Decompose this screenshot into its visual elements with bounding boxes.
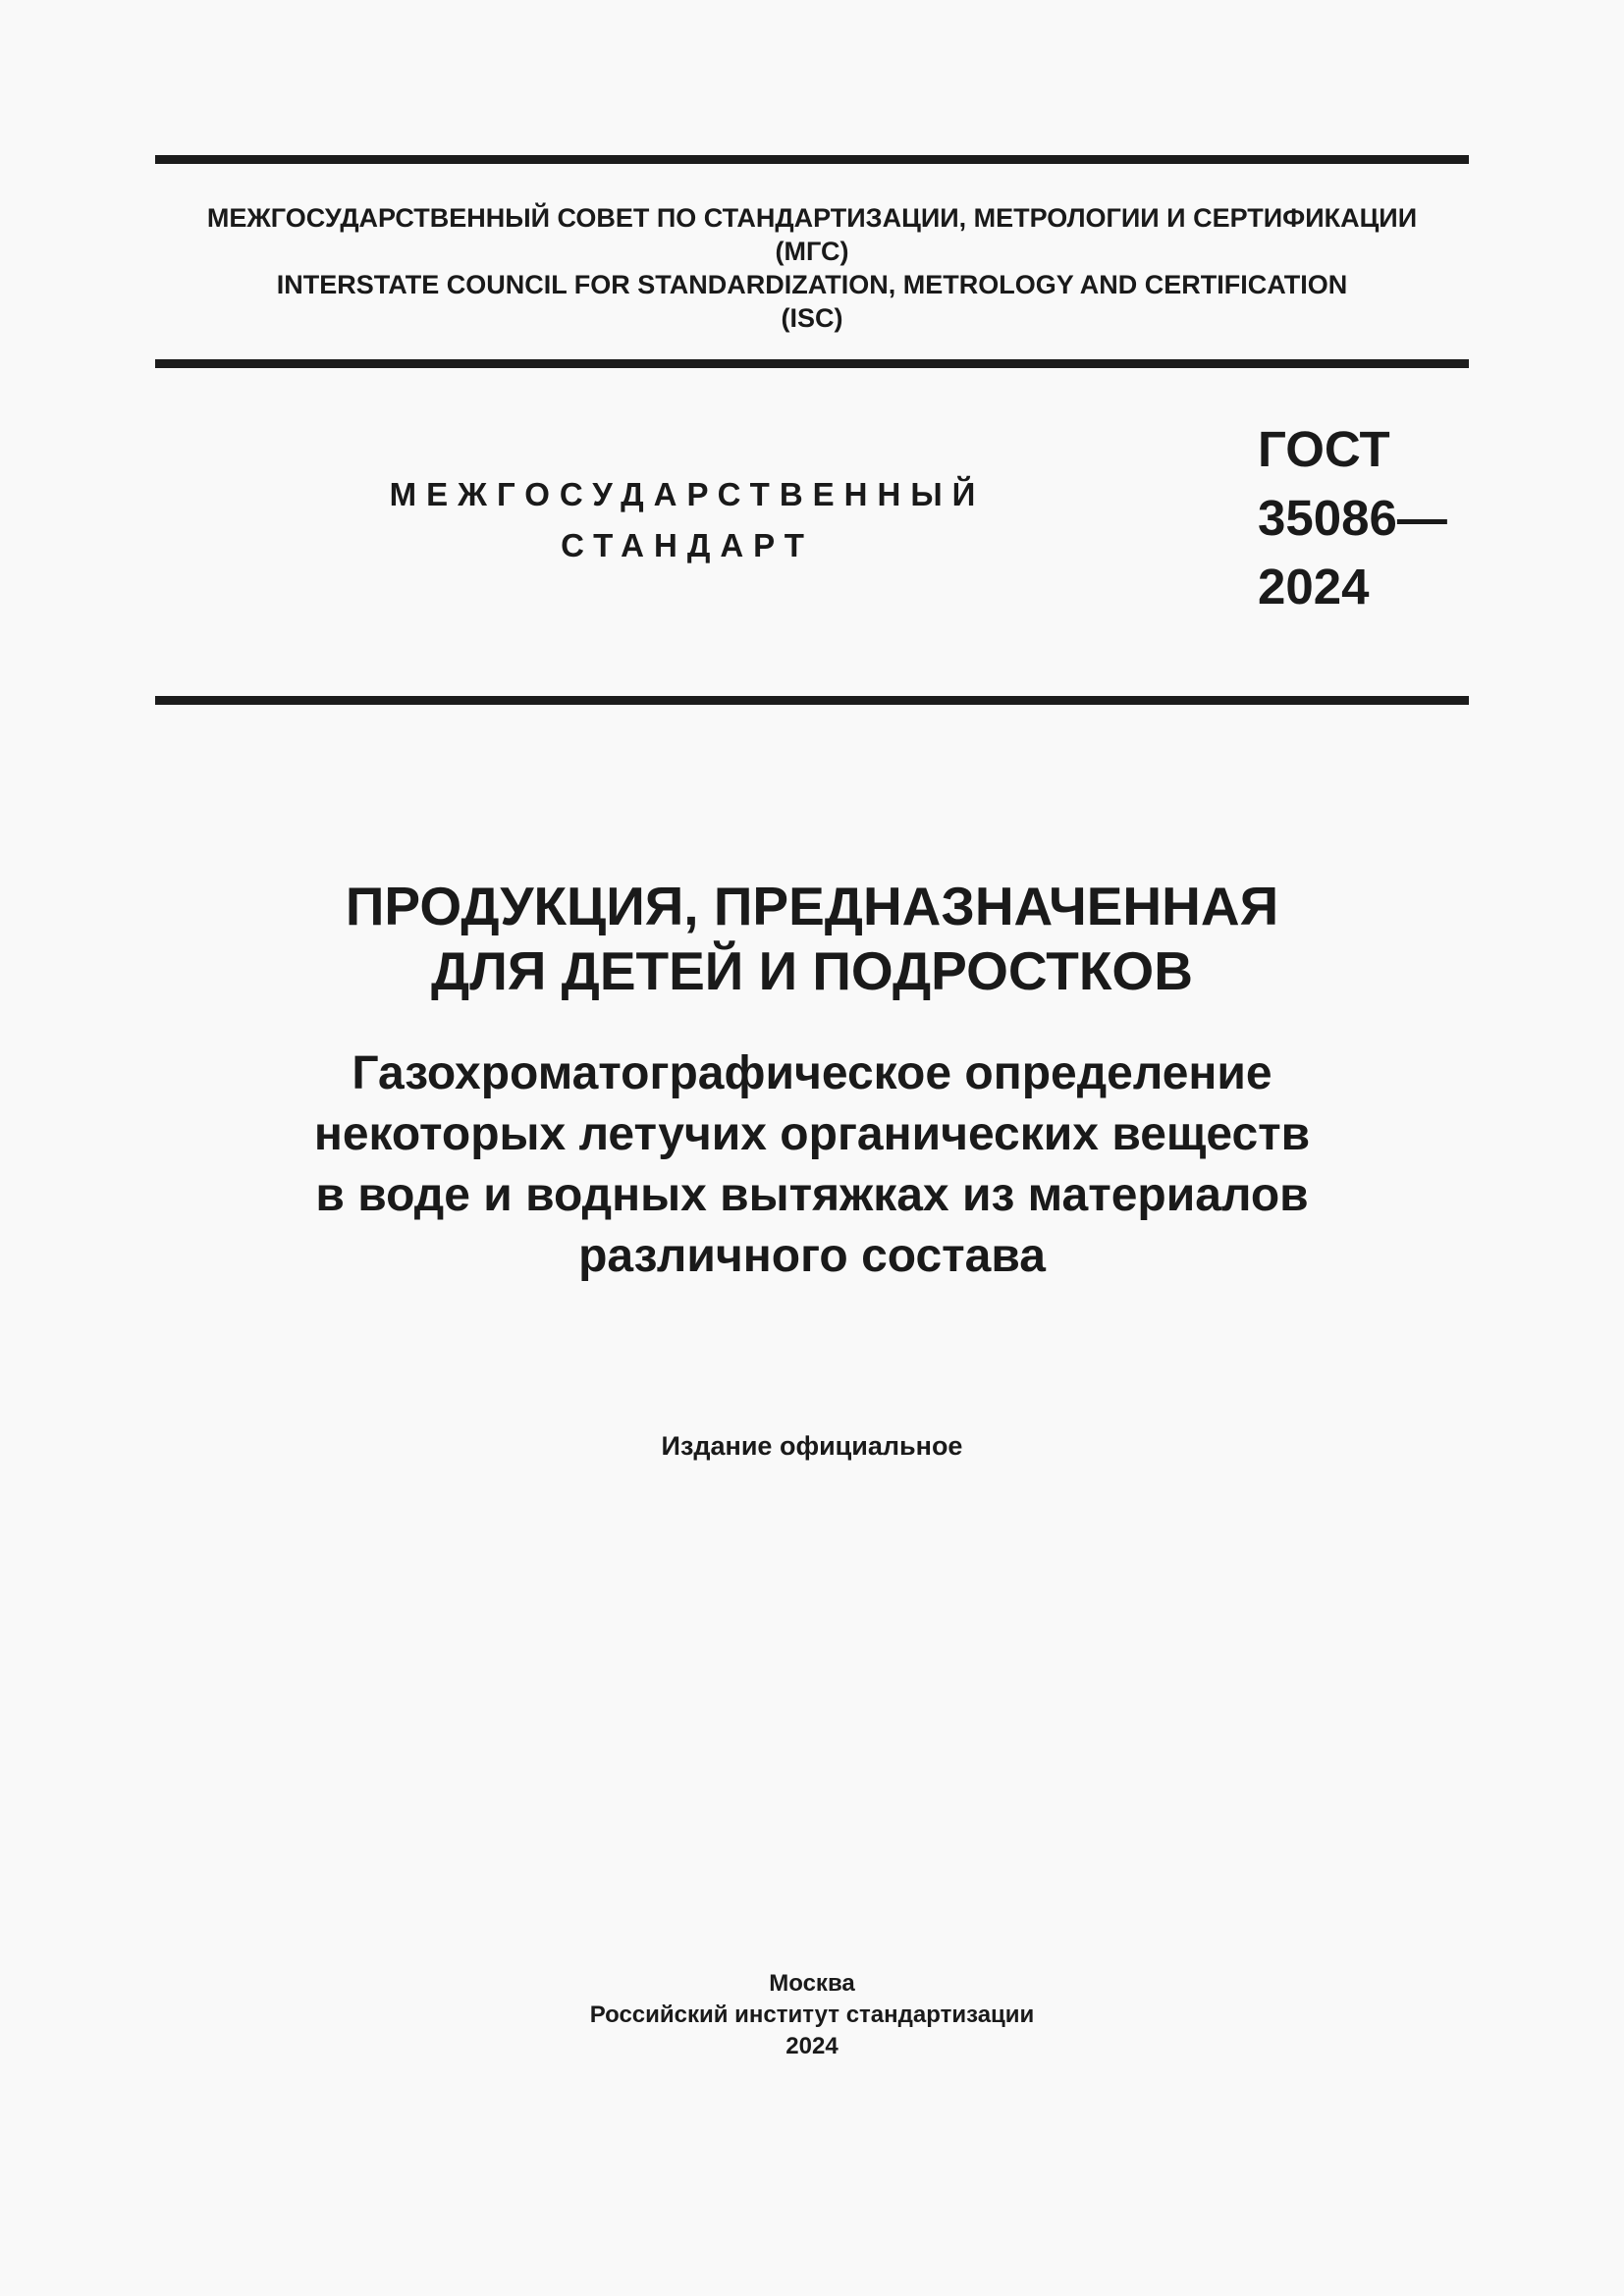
imprint-year: 2024 [785,2033,839,2059]
standard-kind-line1: МЕЖГОСУДАРСТВЕННЫЙ [389,476,986,512]
document-title [155,874,1469,1003]
subtitle-line3: в воде и водных вытяжках из материалов [315,1169,1309,1221]
title-line2: ДЛЯ ДЕТЕЙ И ПОДРОСТКОВ [431,940,1193,1001]
imprint-publisher: Российский институт стандартизации [589,2002,1035,2028]
subtitle-line1: Газохроматографическое определение [352,1047,1272,1099]
middle-divider [155,359,1469,368]
council-abbr-en: (ISC) [781,303,843,333]
bottom-divider [155,696,1469,705]
imprint [155,1968,1469,2062]
gost-number: 35086— [1258,490,1447,546]
title-line1: ПРОДУКЦИЯ, ПРЕДНАЗНАЧЕННАЯ [345,876,1279,936]
edition-note: Издание официальное [661,1431,963,1461]
council-name-en: INTERSTATE COUNCIL FOR STANDARDIZATION, METROLOGY AND CERTIFICATION [276,270,1348,299]
subtitle-line4: различного состава [578,1230,1046,1282]
gost-prefix: ГОСТ [1258,421,1390,477]
standard-kind-line2: СТАНДАРТ [561,527,814,563]
gost-designation [1258,415,1484,621]
subtitle-line2: некоторых летучих органических веществ [313,1108,1311,1160]
document-subtitle [155,1043,1469,1287]
council-header [155,201,1469,335]
imprint-city: Москва [769,1970,855,1997]
standard-kind [363,469,1011,571]
gost-year: 2024 [1258,559,1370,614]
council-name-ru: МЕЖГОСУДАРСТВЕННЫЙ СОВЕТ ПО СТАНДАРТИЗАЦИИ, МЕТРОЛОГИИ И СЕРТИФИКАЦИИ [206,203,1418,233]
top-divider [155,155,1469,164]
council-abbr-ru: (МГС) [775,237,849,266]
